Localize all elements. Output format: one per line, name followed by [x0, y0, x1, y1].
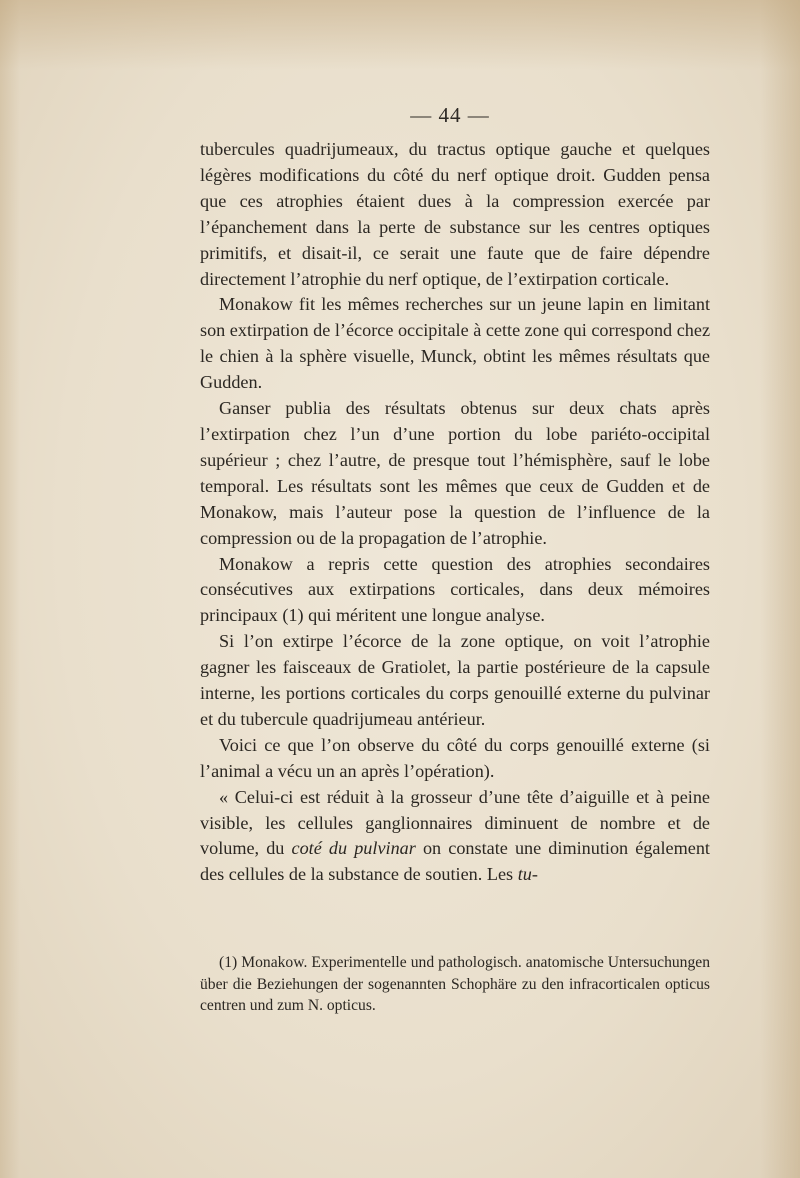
- paragraph-7-text-b: on constate une diminution également des cellules de la substance de soutien. Les: [200, 838, 710, 885]
- paragraph-3: Ganser publia des résultats obtenus sur deux chats après l’extirpation chez l’un d’une portion du lobe pariéto-occipital supérieur ; chez l’autre, de presque tout l’hémisphère, sauf le lobe temporal. Les résultats sont les mêmes que ceux de Gudden et de Monakow, mais l’auteur pose la question de l’influence de la compression ou de la propagation de l’atrophie.: [200, 398, 710, 548]
- page-number: — 44 —: [410, 103, 490, 127]
- page-edge-stain-right: [760, 0, 800, 1178]
- paragraph-5: Si l’on extirpe l’écorce de la zone optique, on voit l’atrophie gagner les faisceaux de Gratiolet, la partie postérieure de la capsule interne, les portions corticales du corps genouillé externe du pulvinar et du tubercule quadrijumeau antérieur.: [200, 631, 710, 729]
- footnote-text: (1) Monakow. Experimentelle und pathologisch. anatomische Untersuchungen über die Beziehungen der sogenannten Schophäre zu den infracorticalen opticus centren und zum N. opticus.: [200, 954, 710, 1014]
- paragraph-6: Voici ce que l’on observe du côté du corps genouillé externe (si l’animal a vécu un an après l’opération).: [200, 734, 710, 781]
- paragraph-4: Monakow a repris cette question des atrophies secondaires consécutives aux extirpations corticales, dans deux mémoires principaux (1) qui méritent une longue analyse.: [200, 553, 710, 626]
- paragraph-7-italic-end: tu-: [517, 864, 538, 885]
- paragraph-2: Monakow fit les mêmes recherches sur un jeune lapin en limitant son extirpation de l’écorce occipitale à cette zone qui correspond chez le chien à la sphère visuelle, Munck, obtint les mêmes résultats que Gudden.: [200, 294, 711, 393]
- page-edge-stain-top: [0, 0, 800, 70]
- paragraph-7-text-a: « Celui-ci est réduit à la grosseur d’une tête d’aiguille et à peine visible, les cellules ganglionnaires diminuent de nombre et de volume, du: [200, 786, 710, 859]
- paragraph-7: [200, 785, 710, 889]
- page-edge-stain-left: [0, 0, 20, 1178]
- body-text: [200, 137, 710, 888]
- footnote: [200, 952, 710, 1017]
- paragraph-1: tubercules quadrijumeaux, du tractus optique gauche et quelques légères modifications du côté du nerf optique droit. Gudden pensa que ces atrophies étaient dues à la compression exercée par l’épanchement dans la perte de substance sur les centres optiques primitifs, et disait-il, ce serait une faute que de faire dépendre directement l’atrophie du nerf optique, de l’extirpation corticale.: [200, 139, 710, 289]
- paragraph-7-italic: coté du pulvinar: [291, 838, 416, 859]
